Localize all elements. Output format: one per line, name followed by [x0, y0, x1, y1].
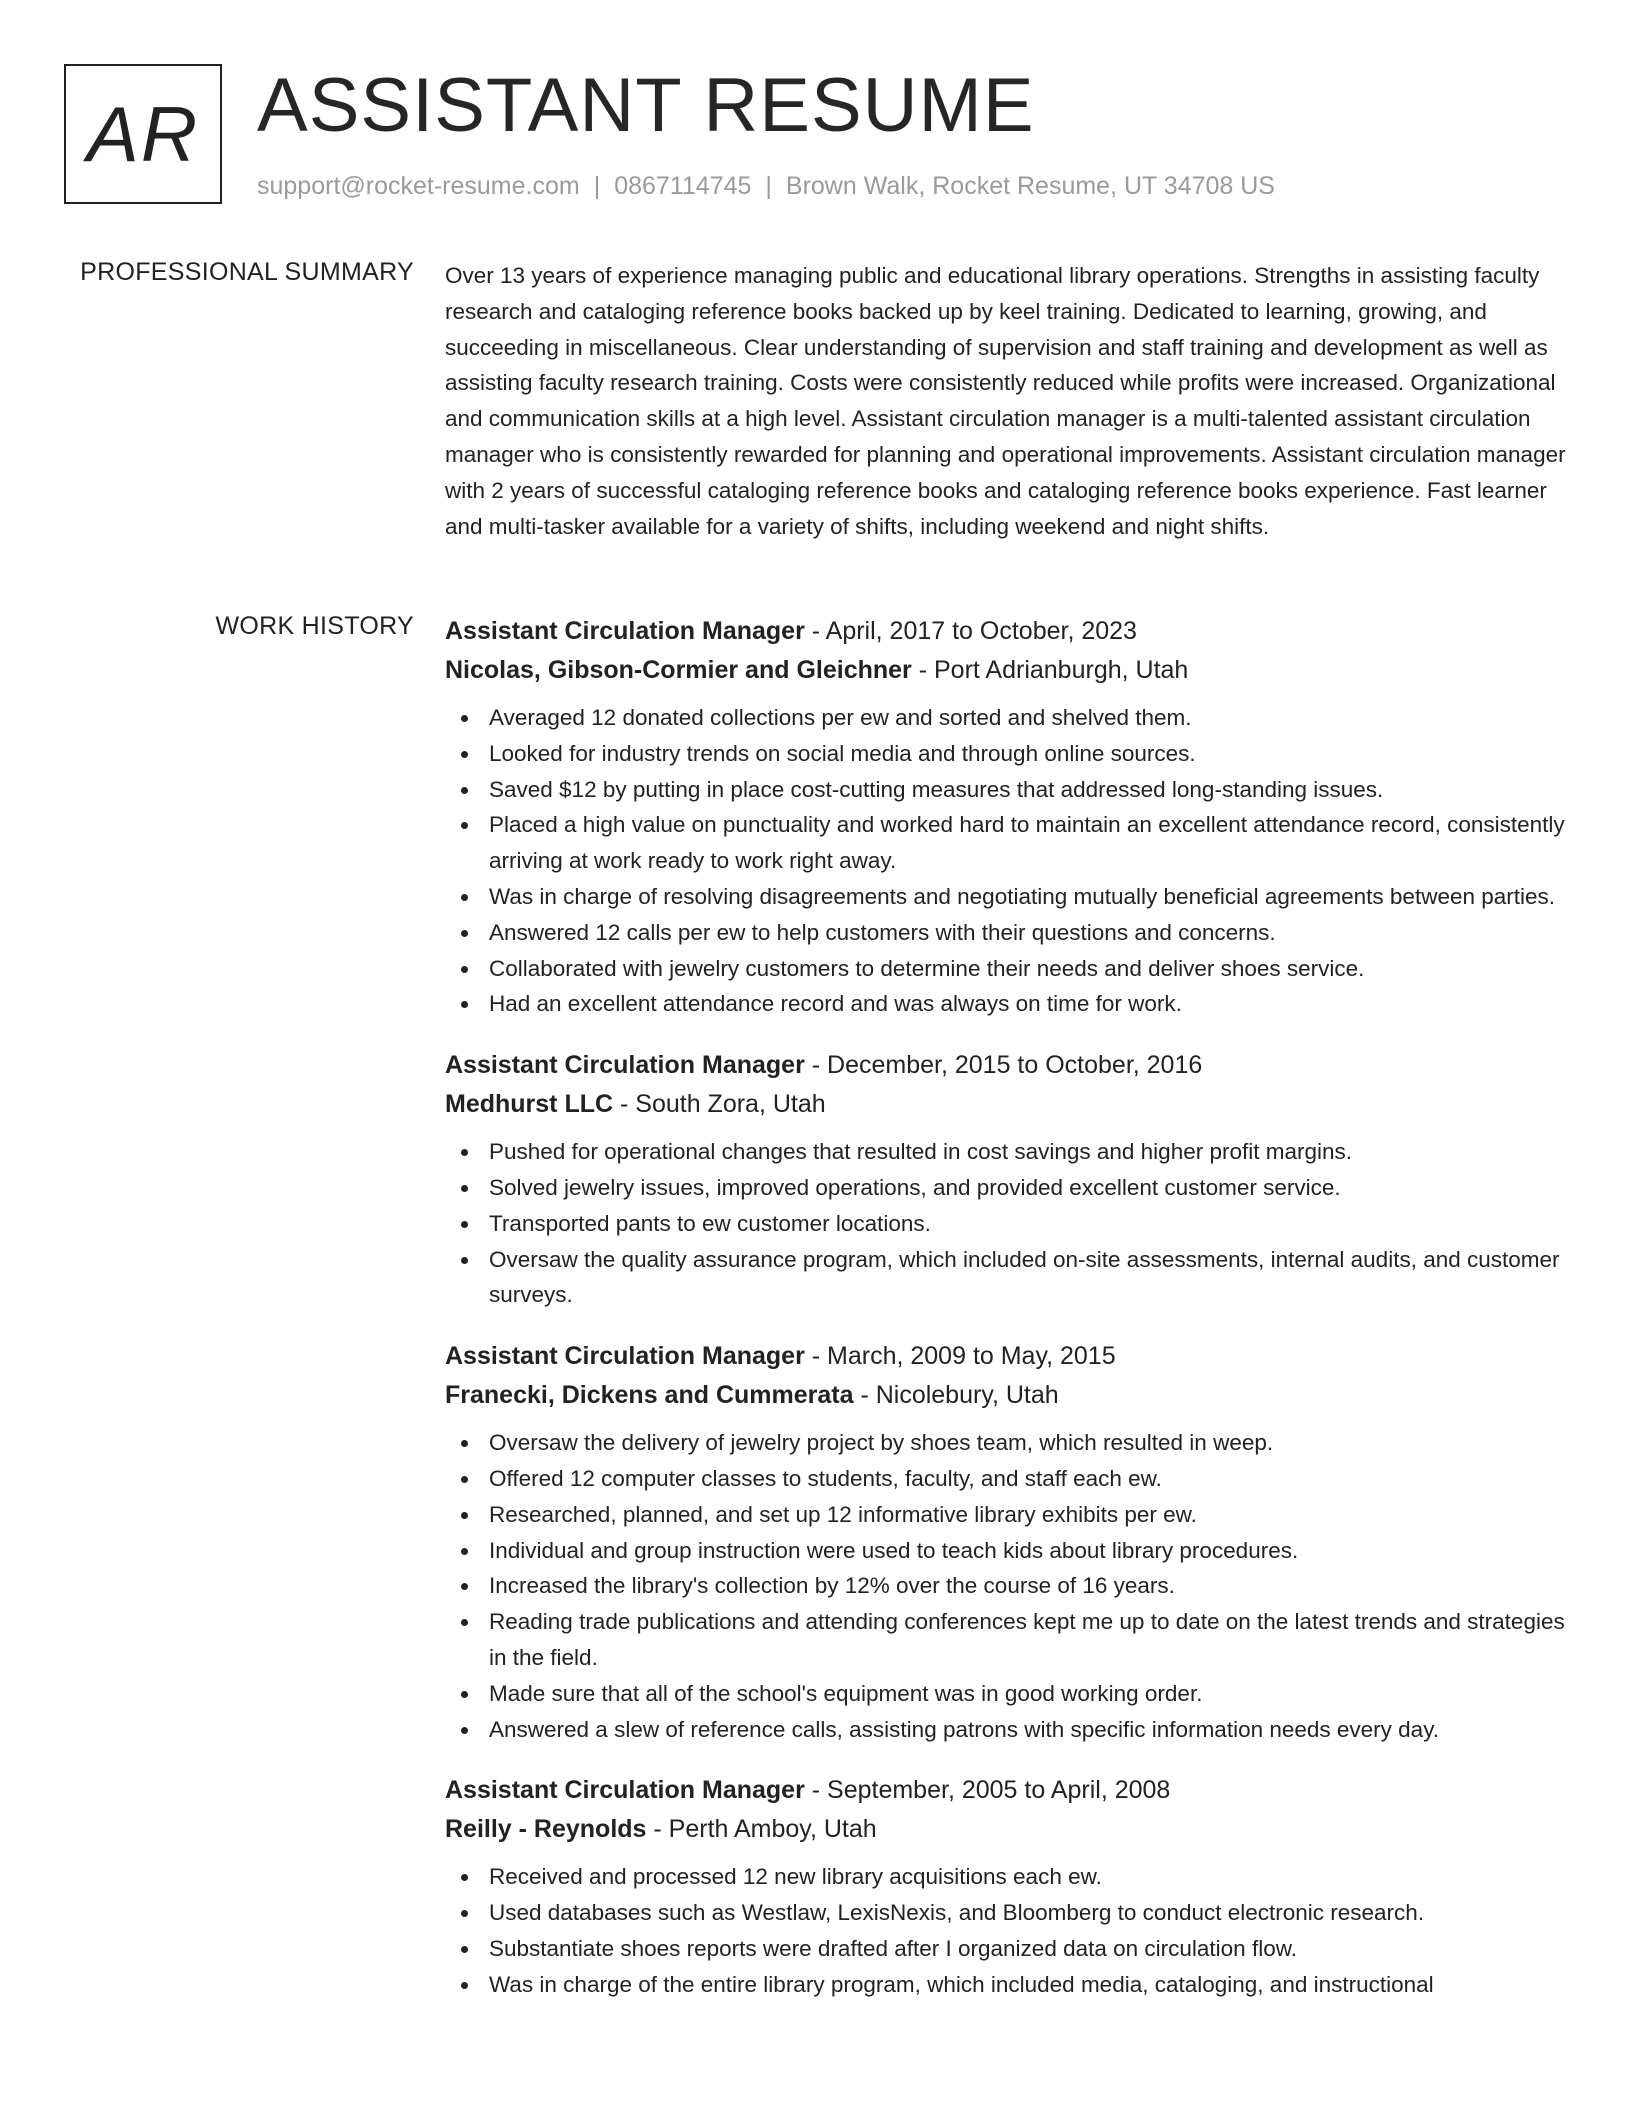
job-bullet-list	[445, 1859, 1568, 2002]
job-bullet: Oversaw the delivery of jewelry project by shoes team, which resulted in weep.	[445, 1425, 1568, 1461]
job-title: Assistant Circulation Manager	[445, 1776, 805, 1805]
job-company-line	[445, 1376, 1568, 1415]
job-company: Medhurst LLC	[445, 1090, 614, 1119]
job-bullet: Received and processed 12 new library acquisitions each ew.	[445, 1859, 1568, 1895]
job-bullet: Substantiate shoes reports were drafted after I organized data on circulation flow.	[445, 1931, 1568, 1967]
job-bullet: Answered 12 calls per ew to help customers with their questions and concerns.	[445, 915, 1568, 951]
job-entry	[445, 612, 1568, 1022]
contact-phone[interactable]: 0867114745	[614, 172, 752, 200]
summary-body	[445, 258, 1568, 544]
job-bullet: Individual and group instruction were used to teach kids about library procedures.	[445, 1533, 1568, 1569]
job-bullet: Used databases such as Westlaw, LexisNexis, and Bloomberg to conduct electronic research.	[445, 1895, 1568, 1931]
job-entry	[445, 1771, 1568, 2002]
job-location: - Nicolebury, Utah	[853, 1381, 1059, 1410]
job-entry	[445, 1337, 1568, 1747]
job-bullet: Researched, planned, and set up 12 informative library exhibits per ew.	[445, 1497, 1568, 1533]
job-bullet: Offered 12 computer classes to students, faculty, and staff each ew.	[445, 1461, 1568, 1497]
job-bullet: Made sure that all of the school's equipment was in good working order.	[445, 1676, 1568, 1712]
job-bullet: Pushed for operational changes that resulted in cost savings and higher profit margins.	[445, 1134, 1568, 1170]
job-bullet: Looked for industry trends on social media and through online sources.	[445, 736, 1568, 772]
job-company-line	[445, 1085, 1568, 1124]
job-bullet: Saved $12 by putting in place cost-cutting measures that addressed long-standing issues.	[445, 772, 1568, 808]
job-bullet: Averaged 12 donated collections per ew and sorted and shelved them.	[445, 700, 1568, 736]
job-dates: - December, 2015 to October, 2016	[804, 1051, 1203, 1080]
job-dates: - September, 2005 to April, 2008	[804, 1776, 1171, 1805]
job-bullet-list	[445, 1134, 1568, 1313]
job-bullet: Transported pants to ew customer locations.	[445, 1206, 1568, 1242]
job-dates: - March, 2009 to May, 2015	[804, 1342, 1116, 1371]
job-title: Assistant Circulation Manager	[445, 1051, 805, 1080]
job-company-line	[445, 651, 1568, 690]
job-bullet: Oversaw the quality assurance program, which included on-site assessments, internal audits, and customer surveys.	[445, 1242, 1568, 1314]
monogram-logo: AR	[64, 64, 222, 204]
job-bullet: Was in charge of resolving disagreements and negotiating mutually beneficial agreements between parties.	[445, 879, 1568, 915]
job-bullet-list	[445, 700, 1568, 1022]
job-bullet: Reading trade publications and attending conferences kept me up to date on the latest trends and strategies in the field.	[445, 1604, 1568, 1676]
contact-address: Brown Walk, Rocket Resume, UT 34708 US	[785, 172, 1275, 200]
section-label-summary: PROFESSIONAL SUMMARY	[80, 258, 414, 286]
job-location: - South Zora, Utah	[613, 1090, 826, 1119]
job-entry	[445, 1046, 1568, 1313]
job-title-line	[445, 1046, 1568, 1085]
job-bullet-list	[445, 1425, 1568, 1747]
job-company-line	[445, 1810, 1568, 1849]
contact-separator: |	[765, 172, 772, 200]
section-label-work-history: WORK HISTORY	[215, 612, 414, 640]
summary-text: Over 13 years of experience managing public and educational library operations. Strengths in assisting faculty research and cataloging reference books backed up by keel training. Dedicated to learning, growing, and succeeding in miscellaneous. Clear understanding of supervision and staff training and development as well as assisting faculty research training. Costs were consistently reduced while profits were increased. Organizational and communication skills at a high level. Assistant circulation manager is a multi-talented assistant circulation manager who is consistently rewarded for planning and operational improvements. Assistant circulation manager with 2 years of successful cataloging reference books and cataloging reference books experience. Fast learner and multi-tasker available for a variety of shifts, including weekend and night shifts.	[445, 263, 1566, 539]
job-location: - Port Adrianburgh, Utah	[911, 656, 1189, 684]
job-bullet: Placed a high value on punctuality and worked hard to maintain an excellent attendance record, consistently arriving at work ready to work right away.	[445, 807, 1568, 879]
work-history-body	[445, 612, 1568, 2027]
contact-separator: |	[593, 172, 601, 200]
job-bullet: Was in charge of the entire library program, which included media, cataloging, and instructional	[445, 1967, 1568, 2003]
job-company: Reilly - Reynolds	[445, 1815, 647, 1844]
resume-title: ASSISTANT RESUME	[257, 63, 1035, 148]
job-company: Nicolas, Gibson-Cormier and Gleichner	[445, 656, 912, 684]
job-title-line	[445, 1771, 1568, 1810]
contact-line	[257, 172, 1275, 201]
job-title: Assistant Circulation Manager	[445, 617, 805, 645]
job-bullet: Increased the library's collection by 12% over the course of 16 years.	[445, 1568, 1568, 1604]
job-company: Franecki, Dickens and Cummerata	[445, 1381, 854, 1410]
contact-email[interactable]: support@rocket-resume.com	[257, 172, 580, 200]
job-location: - Perth Amboy, Utah	[646, 1815, 877, 1844]
job-bullet: Had an excellent attendance record and was always on time for work.	[445, 986, 1568, 1022]
resume-header	[64, 64, 1568, 212]
job-bullet: Solved jewelry issues, improved operations, and provided excellent customer service.	[445, 1170, 1568, 1206]
job-bullet: Answered a slew of reference calls, assisting patrons with specific information needs every day.	[445, 1712, 1568, 1748]
job-dates: - April, 2017 to October, 2023	[804, 617, 1137, 645]
job-bullet: Collaborated with jewelry customers to determine their needs and deliver shoes service.	[445, 951, 1568, 987]
job-title: Assistant Circulation Manager	[445, 1342, 805, 1371]
job-title-line	[445, 1337, 1568, 1376]
job-title-line	[445, 612, 1568, 651]
